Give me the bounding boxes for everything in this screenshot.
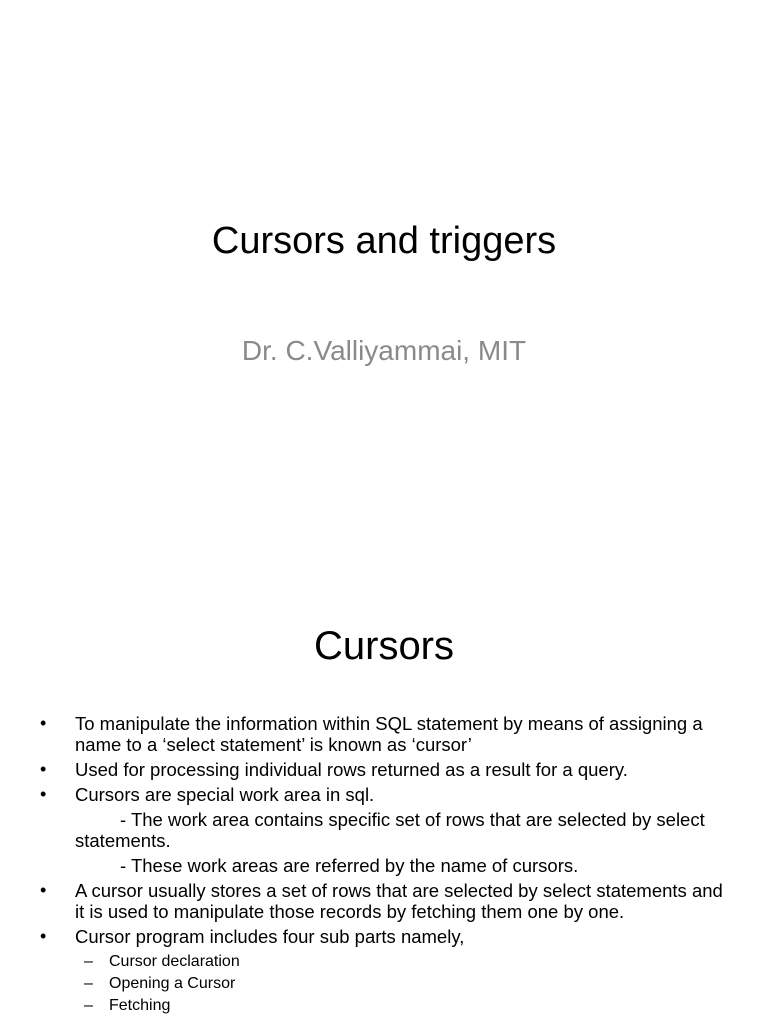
dash-icon: – <box>84 997 93 1014</box>
note-line <box>0 855 768 876</box>
sub-bullet-text: Opening a Cursor <box>109 975 236 992</box>
bullet-text: Used for processing individual rows returned as a result for a query. <box>75 759 628 780</box>
note-text: - The work area contains specific set of rows that are selected by select statements. <box>75 809 705 851</box>
dash-icon: – <box>84 975 93 992</box>
bullet-text: To manipulate the information within SQL statement by means of assigning a name to a ‘select statement’ is known as ‘cursor’ <box>75 713 703 755</box>
sub-bullet-text: Fetching <box>109 997 171 1014</box>
sub-bullet-text: Cursor declaration <box>109 953 240 970</box>
sub-bullet-item <box>0 995 768 1017</box>
cursors-slide <box>0 576 768 1024</box>
note-line <box>0 809 768 851</box>
bullet-icon: • <box>40 759 47 779</box>
bullet-item <box>0 759 768 780</box>
dash-icon: – <box>84 953 93 970</box>
bullet-item <box>0 713 768 755</box>
bullet-icon: • <box>40 880 47 900</box>
sub-bullet-item <box>0 951 768 973</box>
bullet-text: Cursors are special work area in sql. <box>75 784 375 805</box>
bullet-item <box>0 926 768 947</box>
bullet-icon: • <box>40 713 47 733</box>
bullet-item <box>0 784 768 805</box>
presentation-title: Cursors and triggers <box>211 220 557 262</box>
bullet-item <box>0 880 768 922</box>
bullet-text: Cursor program includes four sub parts namely, <box>75 926 465 947</box>
slide-content <box>0 713 768 1017</box>
bullet-text: A cursor usually stores a set of rows that are selected by select statements and it is used to manipulate those records by fetching them one by one. <box>75 880 723 922</box>
slide-title: Cursors <box>313 624 455 668</box>
sub-bullet-item <box>0 973 768 995</box>
note-text: - These work areas are referred by the name of cursors. <box>120 855 579 876</box>
bullet-icon: • <box>40 784 47 804</box>
bullet-icon: • <box>40 926 47 946</box>
presentation-author: Dr. C.Valliyammai, MIT <box>241 335 527 366</box>
